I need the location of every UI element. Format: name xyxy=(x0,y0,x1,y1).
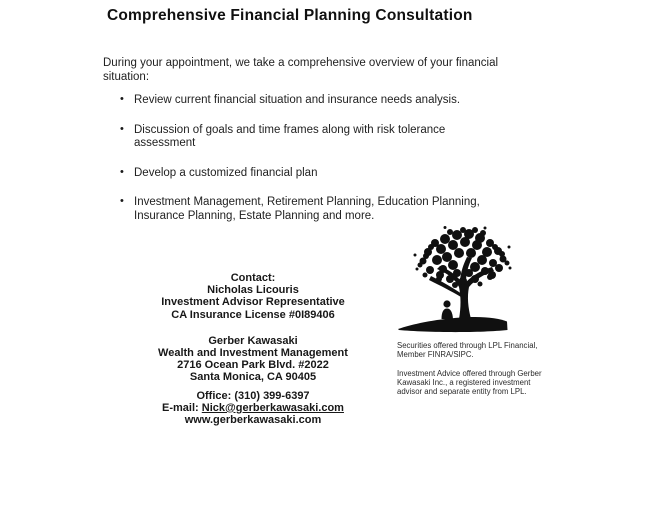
contact-phone-email-group xyxy=(118,390,388,427)
disclaimer-paragraph-1 xyxy=(397,341,567,360)
contact-heading: Contact: xyxy=(230,272,276,284)
bullet-text-line: Investment Management, Retirement Planning, Education Planning, xyxy=(134,196,480,208)
office-phone: Office: (310) 399-6397 xyxy=(196,389,310,402)
bullet-list xyxy=(120,94,550,239)
list-item xyxy=(120,124,550,151)
bullet-text-line: Insurance Planning, Estate Planning and more. xyxy=(134,209,375,222)
disclaimer-line: Securities offered through LPL Financial, xyxy=(397,341,538,350)
intro-paragraph xyxy=(103,56,498,84)
disclaimer-line: Member FINRA/SIPC. xyxy=(397,350,474,360)
list-item xyxy=(120,94,550,108)
email-line xyxy=(118,402,388,414)
disclaimer-line: Investment Advice offered through Gerber xyxy=(397,368,542,378)
bullet-icon: • xyxy=(120,93,124,105)
contact-name: Nicholas Licouris xyxy=(207,284,299,297)
tree-with-person-icon xyxy=(395,225,515,338)
email-label: E-mail: xyxy=(162,401,202,414)
contact-role: Investment Advisor Representative xyxy=(161,296,345,309)
email-link[interactable]: Nick@gerberkawasaki.com xyxy=(201,401,344,414)
contact-license: CA Insurance License #0I89406 xyxy=(171,308,335,321)
bullet-icon: • xyxy=(120,165,124,178)
website-text: www.gerberkawasaki.com xyxy=(184,414,322,427)
contact-block xyxy=(118,272,388,426)
intro-line: situation: xyxy=(103,71,150,83)
bullet-text-line: Review current financial situation and insurance needs analysis. xyxy=(134,94,461,106)
address-line2: Santa Monica, CA 90405 xyxy=(189,371,317,384)
address-line1: 2716 Ocean Park Blvd. #2022 xyxy=(177,359,329,372)
disclaimer-line: advisor and separate entity from LPL. xyxy=(397,387,527,397)
list-item xyxy=(120,196,550,223)
bullet-text-line: Develop a customized financial plan xyxy=(134,166,318,179)
intro-line: During your appointment, we take a comprehensive overview of your financial xyxy=(103,57,499,69)
company-subtitle: Wealth and Investment Management xyxy=(158,347,348,360)
contact-person-group xyxy=(118,272,388,321)
bullet-icon: • xyxy=(120,195,124,207)
bullet-text-line: Discussion of goals and time frames along with risk tolerance xyxy=(134,123,446,136)
disclaimer-line: Kawasaki Inc., a registered investment xyxy=(397,377,531,387)
disclaimer-block xyxy=(397,341,567,405)
page-title: Comprehensive Financial Planning Consultation xyxy=(107,7,473,24)
bullet-text-line: assessment xyxy=(134,137,196,149)
company-name: Gerber Kawasaki xyxy=(208,334,298,347)
contact-company-group xyxy=(118,335,388,384)
list-item xyxy=(120,167,550,181)
disclaimer-paragraph-2 xyxy=(397,369,567,397)
bullet-icon: • xyxy=(120,122,124,135)
